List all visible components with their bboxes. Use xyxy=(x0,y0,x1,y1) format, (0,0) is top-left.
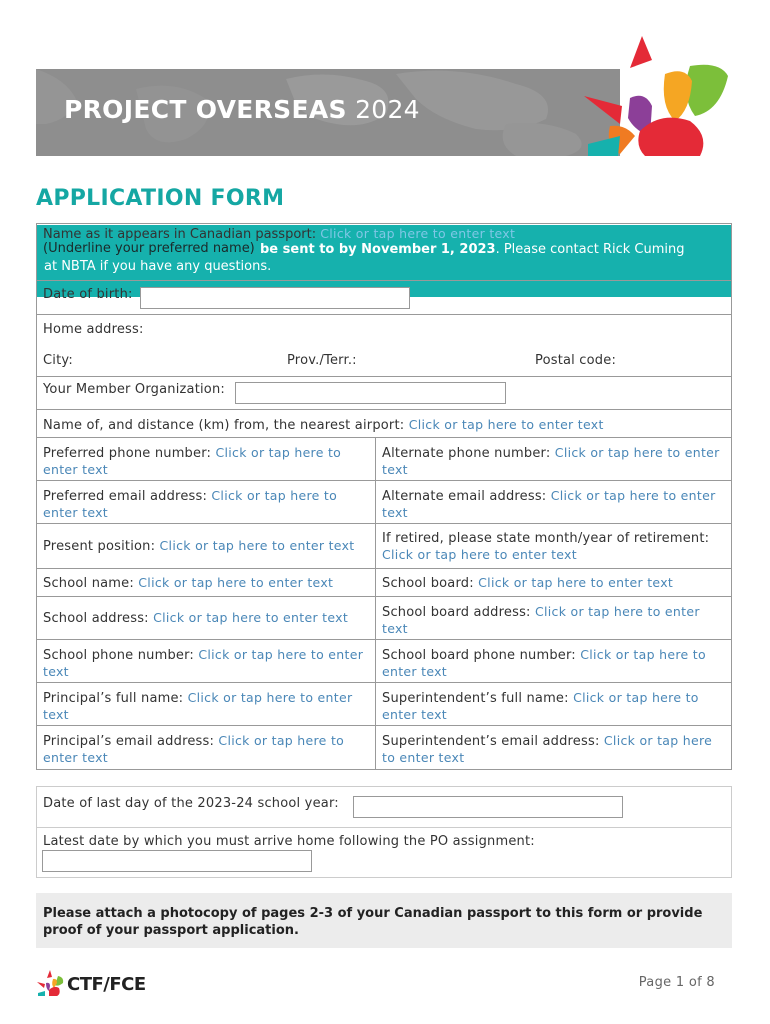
left-cell xyxy=(37,569,376,596)
right-cell xyxy=(376,597,731,639)
prov-label: Prov./Terr.: xyxy=(287,353,357,368)
footer-logo xyxy=(36,970,146,998)
airport-row xyxy=(36,410,732,438)
right-cell xyxy=(376,569,731,596)
left-cell xyxy=(37,640,376,682)
field-label: Preferred email address: xyxy=(43,489,208,504)
ctf-mini-leaf-icon xyxy=(36,970,64,998)
field-label: Preferred phone number: xyxy=(43,446,212,461)
passport-notice-text: Please attach a photocopy of pages 2-3 of your Canadian passport to this form or provide proof of your passport application. xyxy=(43,906,703,938)
field-label: Principal’s email address: xyxy=(43,734,215,749)
last-day-input[interactable] xyxy=(353,796,623,818)
field-label: School board: xyxy=(382,576,474,591)
passport-name-input[interactable]: Click or tap here to enter text xyxy=(320,226,516,241)
grid-row xyxy=(36,481,732,524)
left-cell xyxy=(37,726,376,769)
field-label: Alternate email address: xyxy=(382,489,547,504)
field-input[interactable]: Click or tap here to enter text xyxy=(382,445,720,477)
form-title: APPLICATION FORM xyxy=(36,186,285,211)
passport-name-label: Name as it appears in Canadian passport: Click or tap here to enter text xyxy=(43,226,516,242)
grid-row xyxy=(36,640,732,683)
field-input[interactable]: Click or tap here to enter text xyxy=(382,647,706,679)
field-label: Superintendent’s full name: xyxy=(382,691,569,706)
dob-label: Date of birth: xyxy=(43,287,133,302)
left-cell xyxy=(37,597,376,639)
field-input[interactable]: Click or tap here to enter text xyxy=(159,538,355,553)
ctf-logo-text: CTF/FCE xyxy=(67,973,146,995)
field-label: School address: xyxy=(43,611,149,626)
last-day-label: Date of last day of the 2023-24 school year: xyxy=(43,796,339,811)
field-label: Alternate phone number: xyxy=(382,446,551,461)
field-input[interactable]: Click or tap here to enter text xyxy=(382,488,716,520)
field-label: School board address: xyxy=(382,605,531,620)
header-banner xyxy=(36,69,620,156)
divider xyxy=(37,827,731,828)
grid-row xyxy=(36,524,732,569)
field-input[interactable]: Click or tap here to enter text xyxy=(43,733,345,765)
field-input[interactable]: Click or tap here to enter text xyxy=(153,610,349,625)
grid-row xyxy=(36,438,732,481)
grid-row xyxy=(36,569,732,597)
field-input[interactable]: Click or tap here to enter text xyxy=(382,733,713,765)
dob-input[interactable] xyxy=(140,287,410,309)
right-cell xyxy=(376,524,731,568)
arrive-home-input[interactable] xyxy=(42,850,312,872)
field-label: Present position: xyxy=(43,539,156,554)
field-label: School name: xyxy=(43,576,134,591)
field-input[interactable]: Click or tap here to enter text xyxy=(382,546,577,562)
field-label: If retired, please state month/year of retirement: xyxy=(382,531,710,546)
grid-row xyxy=(36,726,732,770)
page-number: Page 1 of 8 xyxy=(638,975,715,990)
left-cell xyxy=(37,683,376,725)
airport-label: Name of, and distance (km) from, the nearest airport: Click or tap here to enter text xyxy=(43,417,604,433)
home-address-label: Home address: xyxy=(43,322,144,337)
member-org-label: Your Member Organization: xyxy=(43,382,225,397)
field-input[interactable]: Click or tap here to enter text xyxy=(138,575,334,590)
right-cell xyxy=(376,438,731,480)
field-input[interactable]: Click or tap here to enter text xyxy=(478,575,674,590)
passport-notice xyxy=(36,893,732,948)
right-cell xyxy=(376,481,731,523)
ctf-leaf-logo xyxy=(580,36,730,160)
field-label: School phone number: xyxy=(43,648,194,663)
field-label: Principal’s full name: xyxy=(43,691,184,706)
field-input[interactable]: Click or tap here to enter text xyxy=(382,690,699,722)
field-input[interactable]: Click or tap here to enter text xyxy=(43,690,353,722)
arrive-home-label: Latest date by which you must arrive home following the PO assignment: xyxy=(43,834,535,849)
preferred-name-note: (Underline your preferred name) xyxy=(43,241,255,256)
member-org-row xyxy=(36,377,732,410)
field-input[interactable]: Click or tap here to enter text xyxy=(43,488,338,520)
dates-section xyxy=(36,786,732,878)
dob-row xyxy=(36,280,732,315)
member-org-input[interactable] xyxy=(235,382,506,404)
city-label: City: xyxy=(43,353,73,368)
airport-input[interactable]: Click or tap here to enter text xyxy=(408,417,604,432)
right-cell xyxy=(376,683,731,725)
right-cell xyxy=(376,640,731,682)
grid-row xyxy=(36,597,732,640)
document-title: PROJECT OVERSEAS 2024 xyxy=(64,95,420,124)
address-row xyxy=(36,315,732,377)
left-cell xyxy=(37,481,376,523)
postal-code-label: Postal code: xyxy=(535,353,617,368)
deadline-notice: be sent to by November 1, 2023. Please contact Rick Cuming xyxy=(260,242,685,257)
field-input[interactable]: Click or tap here to enter text xyxy=(382,604,700,636)
field-label: Superintendent’s email address: xyxy=(382,734,600,749)
field-input[interactable]: Click or tap here to enter text xyxy=(43,647,364,679)
field-input[interactable]: Click or tap here to enter text xyxy=(43,445,342,477)
field-label: School board phone number: xyxy=(382,648,576,663)
right-cell xyxy=(376,726,731,769)
left-cell xyxy=(37,438,376,480)
grid-row xyxy=(36,683,732,726)
left-cell xyxy=(37,524,376,568)
contact-notice: at NBTA if you have any questions. xyxy=(44,259,272,274)
